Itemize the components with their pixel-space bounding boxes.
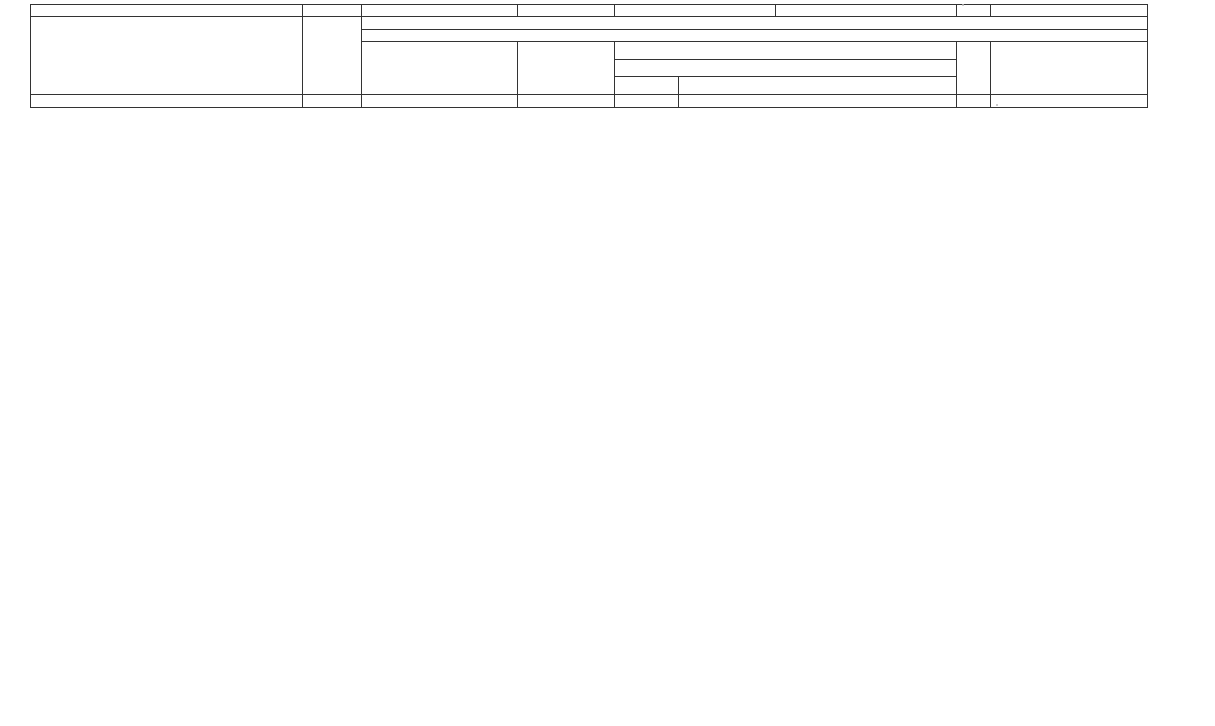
total-label — [31, 5, 303, 17]
header-analytic — [362, 17, 1148, 29]
total-col22 — [991, 5, 1148, 17]
header-section — [31, 17, 1148, 107]
header-col18 — [518, 42, 615, 95]
header-code — [303, 17, 362, 95]
header-col21 — [957, 42, 991, 95]
header-group — [31, 17, 303, 95]
total-col21 — [776, 5, 957, 17]
header-col17 — [362, 42, 518, 95]
header-grant — [615, 42, 957, 60]
header-incl — [615, 59, 957, 77]
header-col22 — [991, 42, 1148, 95]
scan-speck — [962, 4, 964, 6]
total-col17 — [362, 5, 518, 17]
total-row — [31, 5, 1148, 17]
header-internal — [362, 29, 1148, 41]
salary-table — [30, 4, 1148, 108]
header-col19 — [615, 77, 679, 95]
header-numbers — [31, 95, 1148, 107]
scan-speck — [996, 104, 998, 106]
total-section — [31, 5, 1148, 17]
total-code — [303, 5, 362, 17]
header-col20 — [679, 77, 957, 95]
